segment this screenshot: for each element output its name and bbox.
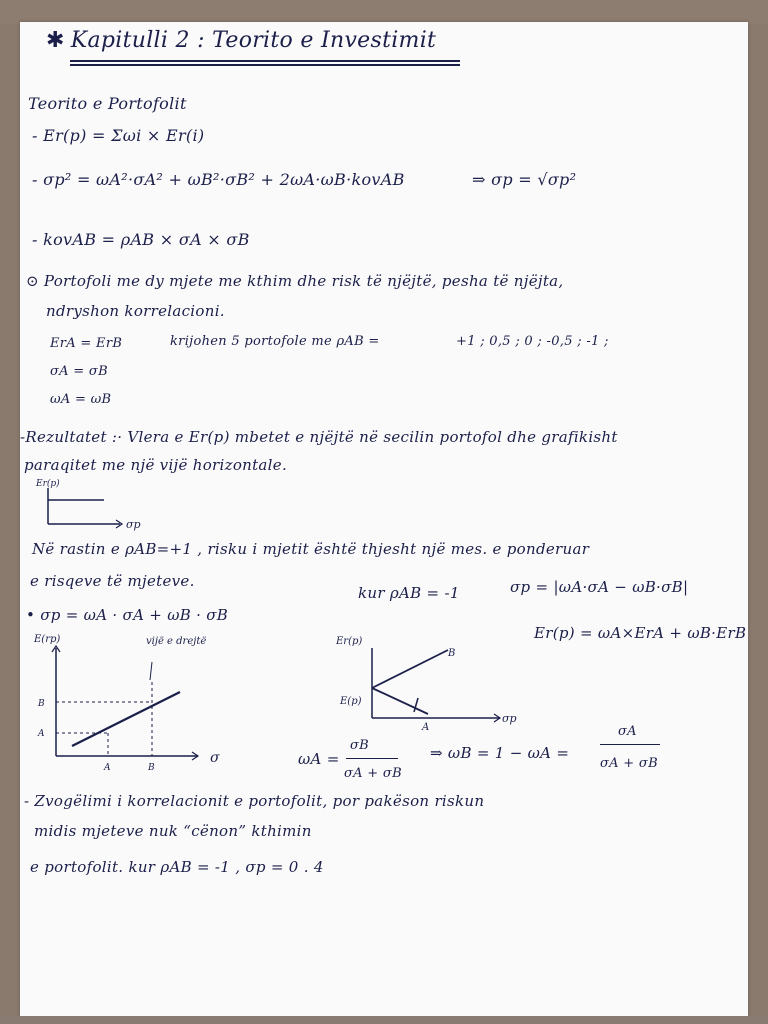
graph3-point-b-label: B: [448, 648, 456, 659]
graph2-axis-a-label: A: [104, 763, 111, 773]
asterisk-icon: ✱: [46, 28, 65, 53]
correlation-values: +1 ; 0,5 ; 0 ; -0,5 ; -1 ;: [456, 334, 609, 349]
results-line1: -Rezultatet :· Vlera e Er(p) mbetet e njëjtë në secilin portofol dhe grafikisht: [20, 428, 618, 446]
graph1-y-label: Er(p): [36, 479, 60, 489]
formula-expected-return: - Er(p) = Σωi × Er(i): [32, 126, 205, 145]
graph3-line-to-a: [372, 688, 428, 714]
condition-risk: σA = σB: [50, 364, 108, 379]
note1-line1: ⊙ Portofoli me dy mjete me kthim dhe risk të njëjtë, pesha të njëjta,: [26, 272, 564, 290]
weight-a-denominator: σA + σB: [344, 766, 402, 781]
graph2-annotation: vijë e drejtë: [146, 636, 207, 647]
page-title: [46, 28, 436, 53]
weight-b-lhs: ⇒ ωB = 1 − ωA =: [430, 744, 570, 762]
notebook-page: [20, 22, 748, 1017]
note1-line2: ndryshon korrelacioni.: [46, 302, 225, 320]
graph3-line-to-b: [372, 650, 448, 688]
condition-weights: ωA = ωB: [50, 392, 112, 407]
note2-line1: Në rastin e ρAB=+1 , risku i mjetit është thjesht një mes. e ponderuar: [32, 540, 590, 558]
formula-sigma-rho-minus1: σp = |ωA·σA − ωB·σB|: [510, 578, 689, 596]
weight-b-fraction-bar: [600, 744, 660, 745]
graph1-x-label: σp: [126, 518, 141, 531]
title-underline-2: [70, 64, 460, 66]
graph2-annotation-pointer: [150, 662, 152, 680]
horizontal-line-graph: [34, 474, 154, 534]
formula-er-portfolio: Er(p) = ωA×ErA + ωB·ErB: [534, 624, 747, 642]
portfolios-created: krijohen 5 portofole me ρAB =: [170, 334, 380, 349]
weight-a-numerator: σB: [350, 738, 370, 753]
note2-line2: e risqeve të mjeteve.: [30, 572, 195, 590]
graph3-mid-label: E(p): [340, 696, 362, 707]
conclusion-line2: midis mjeteve nuk “cënon” kthimin: [34, 822, 312, 840]
graph2-y-label: E(rp): [34, 634, 61, 645]
graph2-point-b-label: B: [38, 699, 45, 709]
weight-b-denominator: σA + σB: [600, 756, 658, 771]
formula-sigma-rho-plus1: • σp = ωA · σA + ωB · σB: [26, 606, 229, 624]
formula-stdev: ⇒ σp = √σp²: [472, 170, 577, 189]
graph2-straight-line: [72, 692, 180, 746]
title-underline-1: [70, 60, 460, 62]
formula-variance: - σp² = ωA²·σA² + ωB²·σB² + 2ωA·ωB·kovAB: [32, 170, 405, 189]
conclusion-line3: e portofolit. kur ρAB = -1 , σp = 0 . 4: [30, 858, 324, 876]
graph3-point-a-label: A: [422, 722, 430, 733]
graph2-point-a-label: A: [38, 729, 45, 739]
conclusion-line1: - Zvogëlimi i korrelacionit e portofolit, por pakëson riskun: [24, 792, 485, 810]
straight-line-graph: [28, 628, 238, 778]
photo-bottom-edge: [0, 1016, 768, 1024]
results-line2: paraqitet me një vijë horizontale.: [24, 456, 288, 474]
condition-returns: ErA = ErB: [50, 336, 123, 351]
page-title-text: Kapitulli 2 : Teorito e Investimit: [70, 28, 437, 53]
graph2-x-label: σ: [210, 750, 220, 766]
minus-one-correlation-graph: [326, 614, 526, 734]
graph3-y-label: Er(p): [336, 636, 363, 647]
weight-b-numerator: σA: [618, 724, 637, 739]
weight-a-lhs: ωA =: [298, 750, 340, 768]
photo-top-edge: [0, 0, 768, 24]
graph2-axis-b-label: B: [148, 763, 155, 773]
graph3-x-label: σp: [502, 712, 517, 725]
case-rho-minus1-label: kur ρAB = -1: [358, 584, 460, 602]
section-heading: Teorito e Portofolit: [28, 94, 187, 113]
weight-a-fraction-bar: [346, 758, 398, 759]
formula-covariance: - kovAB = ρAB × σA × σB: [32, 230, 250, 249]
